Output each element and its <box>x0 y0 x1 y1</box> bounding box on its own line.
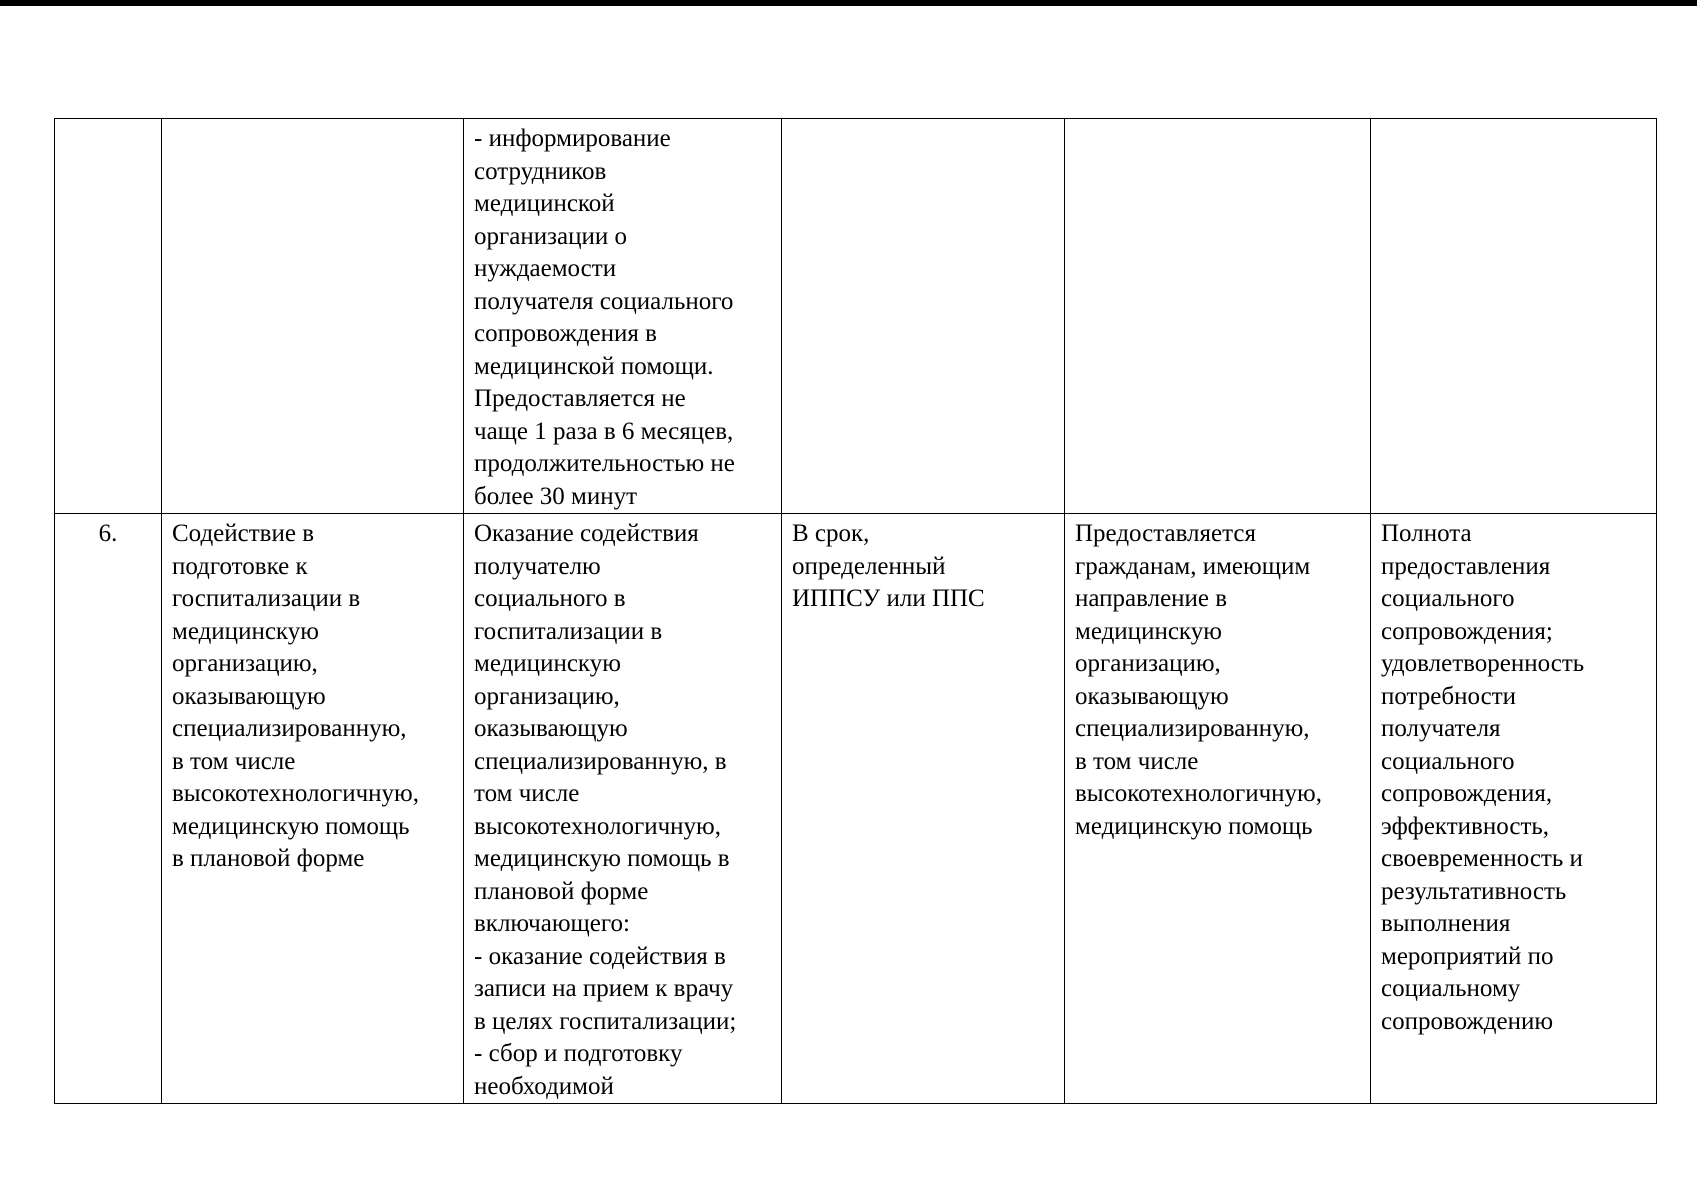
service-description-cell <box>464 514 782 1104</box>
service-description: - информирование сотрудников медицинской организации о нуждаемости получателя социального сопровождения в медицинской помощи. Предоставляется не чаще 1 раза в 6 месяцев, продолжительностью не более 30 минут <box>474 125 735 510</box>
service-description: Оказание содействия получателю социального в госпитализации в медицинскую организацию, оказывающую специализированную, в том числе высокотехнологичную, медицинскую помощь в плановой форме включающего: - оказание содействия в записи на прием к врачу в целях госпитализации; - сбор и подготовку необходимой <box>474 520 737 1100</box>
row-number-cell <box>55 514 162 1104</box>
service-name-cell <box>162 119 464 514</box>
service-quality-cell <box>1371 119 1657 514</box>
row-number: 6. <box>98 520 118 547</box>
service-quality-cell <box>1371 514 1657 1104</box>
service-name: Содействие в подготовке к госпитализации в медицинскую организацию, оказывающую специализированную, в том числе высокотехнологичную, медицинскую помощь в плановой форме <box>172 520 419 872</box>
page-top-border <box>0 0 1697 6</box>
service-term: В срок, определенный ИППСУ или ППС <box>792 520 985 612</box>
service-term-cell <box>782 119 1065 514</box>
service-conditions: Предоставляется гражданам, имеющим направление в медицинскую организацию, оказывающую специализированную, в том числе высокотехнологичную, медицинскую помощь <box>1075 520 1322 840</box>
table-row <box>55 514 1657 1104</box>
service-term-cell <box>782 514 1065 1104</box>
table-row <box>55 119 1657 514</box>
service-quality: Полнота предоставления социального сопровождения; удовлетворенность потребности получателя социального сопровождения, эффективность, своевременность и результативность выполнения мероприятий по социальному сопровождению <box>1381 520 1585 1035</box>
service-conditions-cell <box>1065 514 1371 1104</box>
service-name-cell <box>162 514 464 1104</box>
row-number-cell <box>55 119 162 514</box>
service-conditions-cell <box>1065 119 1371 514</box>
services-table <box>54 118 1657 1104</box>
service-description-cell <box>464 119 782 514</box>
